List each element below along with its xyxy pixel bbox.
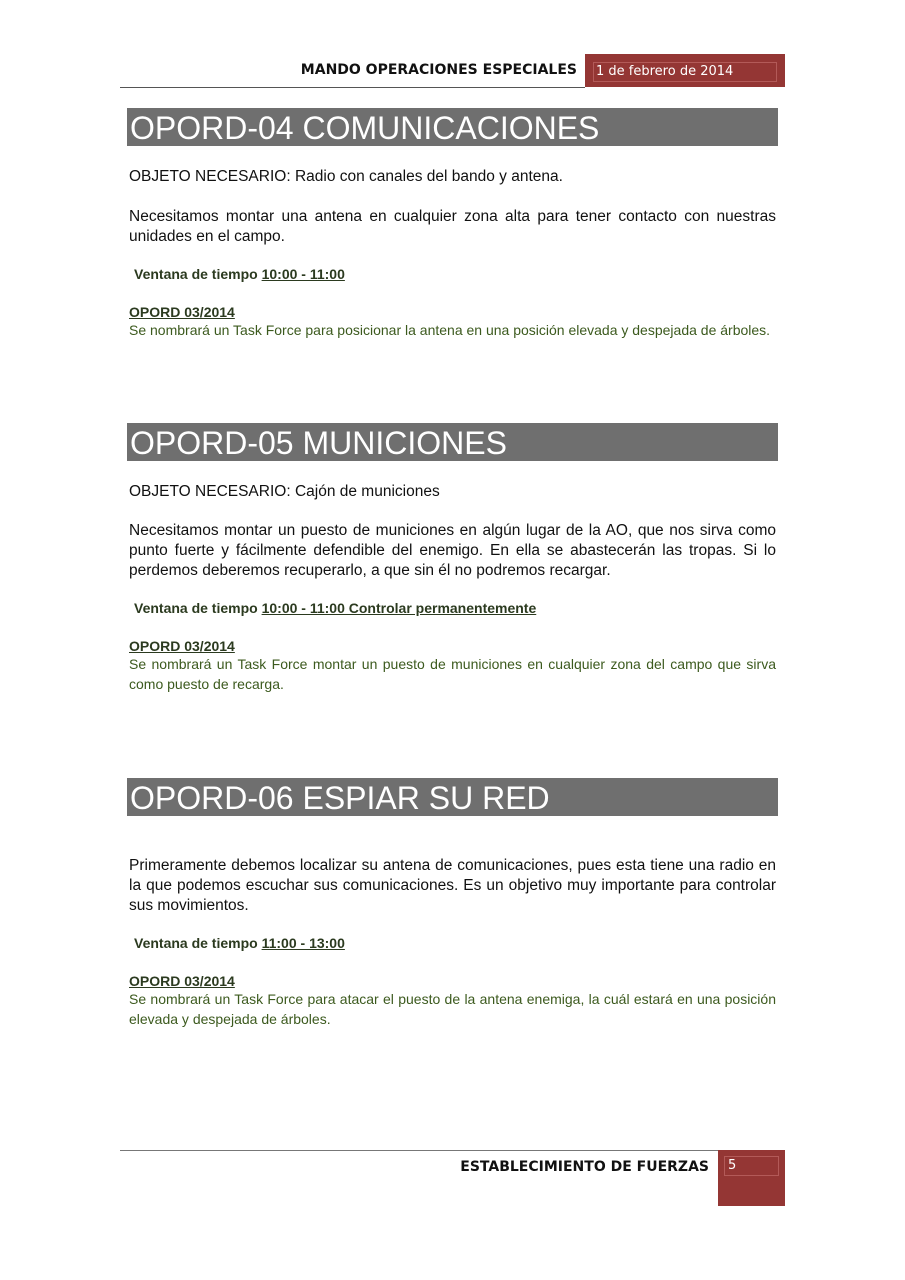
opord-reference: OPORD 03/2014 — [129, 973, 235, 989]
header-date: 1 de febrero de 2014 — [593, 62, 777, 82]
time-window-label: Ventana de tiempo — [134, 266, 258, 282]
description: Primeramente debemos localizar su antena de comunicaciones, pues esta tiene una radio en la que podemos escuchar sus comunicaciones. Es un objetivo muy importante para controlar sus movimientos. — [129, 857, 776, 914]
time-window-label: Ventana de tiempo — [134, 935, 258, 951]
order-text: Se nombrará un Task Force montar un puesto de municiones en cualquier zona del campo que sirva como puesto de recarga. — [129, 656, 776, 692]
time-window — [127, 600, 778, 616]
section-title: OPORD-04 COMUNICACIONES — [127, 108, 778, 146]
section-title: OPORD-05 MUNICIONES — [127, 423, 778, 461]
page-number: 5 — [724, 1156, 779, 1176]
section-title: OPORD-06 ESPIAR SU RED — [127, 778, 778, 816]
section-opord-05 — [127, 423, 778, 694]
footer-divider — [120, 1150, 718, 1151]
description: Necesitamos montar un puesto de municiones en algún lugar de la AO, que nos sirva como punto fuerte y fácilmente defendible del enemigo. En ella se abastecerán las tropas. Si lo perdemos deberemos recuperarlo, a que sin él no podremos recargar. — [129, 522, 776, 579]
section-opord-04 — [127, 108, 778, 340]
time-window — [127, 935, 778, 951]
time-window-value: 10:00 - 11:00 — [261, 266, 345, 282]
time-window-label: Ventana de tiempo — [134, 600, 258, 616]
header-divider — [120, 87, 585, 88]
description: Necesitamos montar una antena en cualquier zona alta para tener contacto con nuestras unidades en el campo. — [129, 208, 776, 245]
order-text: Se nombrará un Task Force para atacar el puesto de la antena enemiga, la cuál estará en una posición elevada y despejada de árboles. — [129, 991, 776, 1027]
time-window — [127, 266, 778, 282]
opord-reference: OPORD 03/2014 — [129, 638, 235, 654]
opord-reference: OPORD 03/2014 — [129, 304, 235, 320]
time-window-value: 11:00 - 13:00 — [261, 935, 345, 951]
objeto-necesario: OBJETO NECESARIO: Radio con canales del bando y antena. — [129, 168, 563, 185]
header-date-box — [585, 54, 785, 87]
section-opord-06 — [127, 778, 778, 1029]
header-title: MANDO OPERACIONES ESPECIALES — [300, 62, 577, 78]
footer-title: ESTABLECIMIENTO DE FUERZAS — [460, 1159, 709, 1175]
time-window-value: 10:00 - 11:00 Controlar permanentemente — [261, 600, 537, 616]
objeto-necesario: OBJETO NECESARIO: Cajón de municiones — [129, 483, 440, 500]
page-number-box — [718, 1150, 785, 1206]
order-text: Se nombrará un Task Force para posicionar la antena en una posición elevada y despejada de árboles. — [129, 322, 771, 338]
